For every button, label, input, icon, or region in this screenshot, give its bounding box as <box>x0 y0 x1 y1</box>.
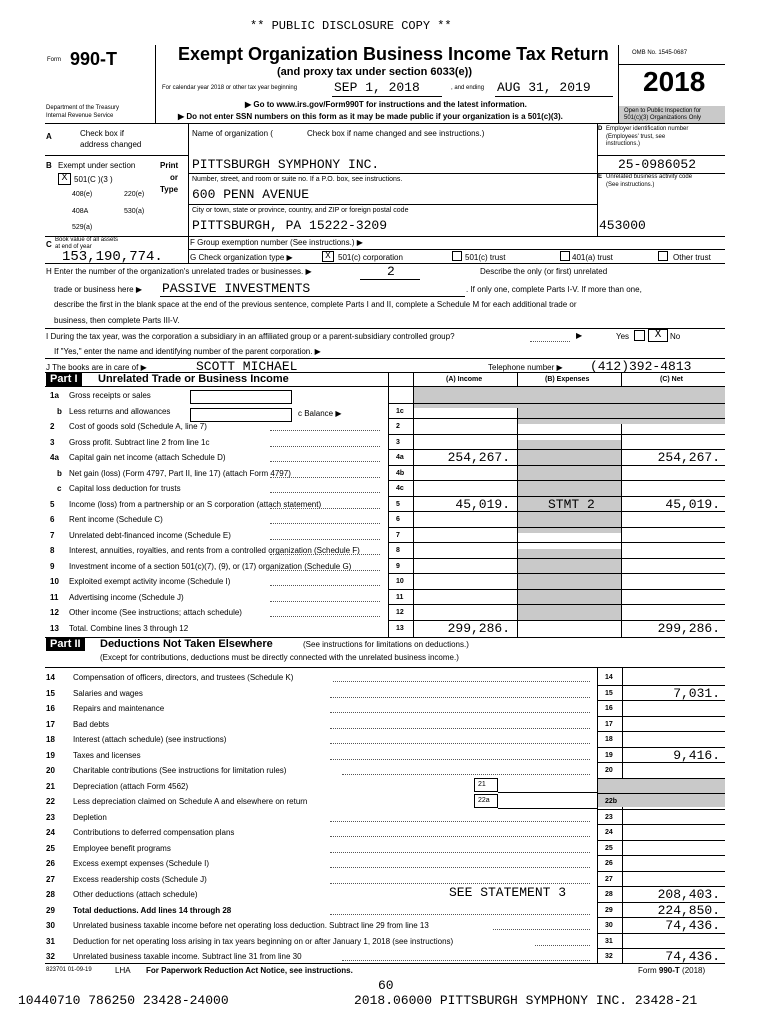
line-box-number: 4b <box>396 469 405 477</box>
line-number: c <box>57 484 62 493</box>
line-description: Excess exempt expenses (Schedule I) <box>73 859 210 868</box>
line-box-number: 11 <box>396 593 404 601</box>
amount-value: 74,436. <box>665 949 720 964</box>
line-box-number: 31 <box>605 937 613 945</box>
other-trust-label: Other trust <box>673 253 711 262</box>
line-number: 9 <box>50 561 55 571</box>
activity-code-label-1: Unrelated business activity code <box>606 174 693 180</box>
line-number: b <box>57 468 62 478</box>
line-number: 18 <box>46 735 55 744</box>
city-state-zip: PITTSBURGH, PA 15222-3209 <box>192 218 388 233</box>
line-description: Rent income (Schedule C) <box>69 515 163 524</box>
street-address: 600 PENN AVENUE <box>192 187 310 202</box>
parent-corp-label: If "Yes," enter the name and identifying number of the parent corporation. ▶ <box>54 347 321 356</box>
part2-subtitle: (Except for contributions, deductions must be directly connected with the unrelated business income.) <box>100 653 459 662</box>
col-c-value: 254,267. <box>657 450 721 465</box>
org-name: PITTSBURGH SYMPHONY INC. <box>192 157 380 172</box>
line-number: 12 <box>50 608 59 617</box>
line-number: 32 <box>46 952 55 961</box>
line-description: Exploited exempt activity income (Schedule I) <box>69 577 231 586</box>
ein-value: 25-0986052 <box>618 157 697 172</box>
amount-value: 7,031. <box>673 685 720 701</box>
line-number: 6 <box>50 515 55 524</box>
line-description: Other deductions (attach schedule) <box>73 890 198 899</box>
open-inspection-1: Open to Public Inspection for <box>624 108 702 114</box>
ein-label-2: (Employees' trust, see <box>606 134 666 140</box>
line-box-number: 4a <box>396 454 404 461</box>
line-box-number: 7 <box>396 531 400 539</box>
line-description: Net gain (loss) (Form 4797, Part II, line 17) (attach Form 4797) <box>69 468 291 478</box>
book-value-label-2: at end of year <box>55 244 92 250</box>
line-number: 29 <box>46 905 55 915</box>
line-box-number: 16 <box>605 705 613 712</box>
and-ending-label: , and ending <box>451 85 485 91</box>
street-label: Number, street, and room or suite no. If a P.O. box, see instructions. <box>192 176 403 183</box>
row-c-label: C <box>46 240 52 249</box>
line-box-number: 10 <box>396 578 404 585</box>
line-number: 30 <box>46 921 55 930</box>
line-number: 31 <box>46 936 55 946</box>
book-value: 153,190,774. <box>62 249 163 265</box>
line-description: Less depreciation claimed on Schedule A and elsewhere on return <box>73 797 308 806</box>
line-box-number: 19 <box>605 751 613 759</box>
gross-receipts-input[interactable] <box>190 390 292 404</box>
line-number: 10 <box>50 577 59 586</box>
amount-value: 224,850. <box>657 902 721 918</box>
line-box-number: 4c <box>396 485 404 492</box>
line-box-number: 6 <box>396 516 400 523</box>
line-description: Gross receipts or sales <box>69 391 151 400</box>
returns-allowances-input[interactable] <box>190 408 292 422</box>
col-b-header: (B) Expenses <box>545 376 590 383</box>
line-description: Charitable contributions (See instructions for limitation rules) <box>73 766 287 775</box>
line-description: Bad debts <box>73 719 110 729</box>
open-inspection-2: 501(c)(3) Organizations Only <box>624 115 702 121</box>
org-name-label: Name of organization ( <box>192 129 273 138</box>
trades-count-label: H Enter the number of the organization's unrelated trades or businesses. ▶ <box>46 267 312 276</box>
line-number: 7 <box>50 530 55 540</box>
col-a-value: 45,019. <box>455 496 510 512</box>
501c-section: 501(C )(3 ) <box>74 175 113 184</box>
tax-year-badge: 2018 <box>643 66 706 97</box>
form-footer-ref: Form 990-T (2018) <box>638 966 706 975</box>
line-number: 14 <box>46 673 55 682</box>
no-label: No <box>670 332 681 341</box>
line-description: Employee benefit programs <box>73 843 171 853</box>
line-description: Investment income of a section 501(c)(7), (9), or (17) organization (Schedule G) <box>69 561 352 571</box>
line-description: Less returns and allowances <box>69 406 171 416</box>
line-number: 16 <box>46 704 55 713</box>
form-word: Form <box>47 57 61 63</box>
lha-label: LHA <box>115 966 131 975</box>
401a-trust-checkbox[interactable] <box>560 251 570 261</box>
line-number: 20 <box>46 766 55 775</box>
line-description: Other income (See instructions; attach schedule) <box>69 608 242 617</box>
trades-count: 2 <box>387 264 395 279</box>
row-b-label: B <box>46 161 52 170</box>
line-number: b <box>57 406 62 416</box>
amount-value: 208,403. <box>657 887 721 902</box>
page-number: 60 <box>378 978 394 993</box>
paperwork-notice: For Paperwork Reduction Act Notice, see instructions. <box>146 966 353 975</box>
line-box-number: 18 <box>605 736 613 743</box>
501c-corp-label: 501(c) corporation <box>338 253 403 262</box>
line-box-number: 13 <box>396 624 404 632</box>
describe-note-2: business, then complete Parts III-V. <box>54 316 180 325</box>
line-number: 25 <box>46 843 55 853</box>
line-description: Interest, annuities, royalties, and rents from a controlled organization (Schedule F) <box>69 546 360 555</box>
section-220e: 220(e) <box>124 191 145 198</box>
calendar-year-label: For calendar year 2018 or other tax year beginning <box>162 85 298 91</box>
no-checkbox[interactable]: X <box>648 329 668 342</box>
line-box-number: 12 <box>396 609 404 616</box>
phone-label: Telephone number ▶ <box>488 363 563 372</box>
line-description: Depletion <box>73 812 107 822</box>
line-description: Taxes and licenses <box>73 750 141 760</box>
right-identifier: 2018.06000 PITTSBURGH SYMPHONY INC. 23428-21 <box>354 993 698 1008</box>
line-description: Repairs and maintenance <box>73 704 165 713</box>
name-changed-label: Check box if name changed and see instructions.) <box>307 129 485 138</box>
line-description: Deduction for net operating loss arising in tax years beginning on or after January 1, 2018 (see instructions) <box>73 936 454 946</box>
form-subtitle: (and proxy tax under section 6033(e)) <box>277 66 472 78</box>
line-number: 4a <box>50 453 59 462</box>
col-a-value: 254,267. <box>447 450 511 465</box>
part2-title-note: (See instructions for limitations on deductions.) <box>303 640 469 649</box>
section-530a: 530(a) <box>124 208 145 215</box>
part2-label: Part II <box>46 638 85 651</box>
part1-title: Unrelated Trade or Business Income <box>98 373 289 385</box>
line-number: 26 <box>46 859 55 868</box>
section-529a: 529(a) <box>72 224 93 231</box>
line-description: Gross profit. Subtract line 2 from line 1c <box>69 437 210 447</box>
line-box-number: 20 <box>605 767 613 774</box>
line-box-number: 2 <box>396 423 400 430</box>
line-number: 24 <box>46 828 55 837</box>
trade-business-prefix: trade or business here ▶ <box>54 285 142 294</box>
yes-checkbox[interactable] <box>634 330 645 341</box>
tax-year-end: AUG 31, 2019 <box>497 80 591 95</box>
line-box-number: 29 <box>605 906 613 914</box>
subsidiary-question: I During the tax year, was the corporation a subsidiary in an affiliated group or a parent-subsidiary controlled group? <box>46 332 455 341</box>
omb-number: OMB No. 1545-0687 <box>632 50 688 56</box>
line-description: Unrelated business taxable income before net operating loss deduction. Subtract line 29 from line 13 <box>73 921 429 930</box>
tax-year-begin: SEP 1, 2018 <box>334 80 420 95</box>
line-number: 17 <box>46 719 55 729</box>
line-description: Depreciation (attach Form 4562) <box>73 781 189 791</box>
line-box-number: 26 <box>605 860 613 867</box>
501c-corp-checkbox[interactable]: X <box>322 251 334 262</box>
row-d-label: D <box>598 126 603 132</box>
line-description: Advertising income (Schedule J) <box>69 592 184 602</box>
subsidiary-arrow: ▶ <box>576 331 583 340</box>
line-number: 27 <box>46 874 55 884</box>
exempt-section-label: Exempt under section <box>58 161 136 170</box>
ein-label-1: Employer identification number <box>606 126 689 132</box>
part1-label: Part I <box>46 373 82 386</box>
line-box-number: 23 <box>605 813 613 821</box>
401a-trust-label: 401(a) trust <box>572 253 613 262</box>
line-21-box: 21 <box>474 778 498 792</box>
only-one-note: . If only one, complete Parts I-V. If more than one, <box>466 285 642 294</box>
activity-code-label-2: (See instructions.) <box>606 182 655 188</box>
form-number: 990-T <box>70 49 118 69</box>
irs-label: Internal Revenue Service <box>46 113 114 119</box>
line-box-number: 24 <box>605 829 613 836</box>
line-number: 23 <box>46 812 55 822</box>
activity-code: 453000 <box>599 218 646 233</box>
line-box-number: 27 <box>605 875 613 883</box>
left-identifier: 10440710 786250 23428-24000 <box>18 993 229 1008</box>
section-408a: 408A <box>72 208 89 215</box>
line-box-number: 5 <box>396 500 400 508</box>
line-number: 11 <box>50 592 59 602</box>
line-box-number: 30 <box>605 922 613 929</box>
dept-treasury: Department of the Treasury <box>46 105 120 111</box>
type-label: Type <box>160 185 179 194</box>
see-statement-3: SEE STATEMENT 3 <box>449 885 567 900</box>
col-a-header: (A) Income <box>446 376 483 383</box>
line-description: Contributions to deferred compensation plans <box>73 828 235 837</box>
col-c-value: 45,019. <box>665 496 720 512</box>
col-c-header: (C) Net <box>660 376 683 383</box>
col-a-value: 299,286. <box>447 620 511 636</box>
line-box-number: 25 <box>605 844 613 852</box>
line-box-number: 22b <box>605 798 618 805</box>
row-e-label: E <box>598 174 603 180</box>
group-exemption-label: F Group exemption number (See instructions.) ▶ <box>190 238 363 247</box>
line-description: Capital gain net income (attach Schedule D) <box>69 453 226 462</box>
line-number: 5 <box>50 499 55 509</box>
line-box-number: 3 <box>396 438 400 446</box>
no-ssn-warning: ▶ Do not enter SSN numbers on this form as it may be made public if your organization is a 501(c)(3). <box>178 112 563 121</box>
501c-trust-checkbox[interactable] <box>452 251 462 261</box>
books-care-label: J The books are in care of ▶ <box>46 363 147 372</box>
line-22a-box: 22a <box>474 794 498 808</box>
line-number: 28 <box>46 890 55 899</box>
other-trust-checkbox[interactable] <box>658 251 668 261</box>
line-description: Total deductions. Add lines 14 through 28 <box>73 905 232 915</box>
part2-title: Deductions Not Taken Elsewhere <box>100 638 273 650</box>
phone-number: (412)392-4813 <box>590 359 692 374</box>
or-label: or <box>170 173 178 182</box>
city-label: City or town, state or province, country, and ZIP or foreign postal code <box>192 207 409 214</box>
line-number: 13 <box>50 623 59 633</box>
line-description: Cost of goods sold (Schedule A, line 7) <box>69 422 207 431</box>
print-label: Print <box>160 161 179 170</box>
line-description: Income (loss) from a partnership or an S corporation (attach statement) <box>69 499 322 509</box>
describe-business-label: Describe the only (or first) unrelated <box>480 267 608 276</box>
amount-value: 9,416. <box>673 747 720 763</box>
line-box-number: 32 <box>605 953 613 960</box>
501c-trust-label: 501(c) trust <box>465 253 506 262</box>
org-type-label: G Check organization type ▶ <box>190 253 293 262</box>
line-description: Unrelated debt-financed income (Schedule E) <box>69 530 231 540</box>
line-description: Compensation of officers, directors, and trustees (Schedule K) <box>73 673 294 682</box>
line-box-number: 15 <box>605 689 613 697</box>
line-description: Total. Combine lines 3 through 12 <box>69 623 189 633</box>
trade-business: PASSIVE INVESTMENTS <box>162 281 311 296</box>
yes-label: Yes <box>616 332 630 341</box>
col-b-value: STMT 2 <box>548 496 595 512</box>
501c-checkbox[interactable]: X <box>58 173 71 185</box>
line-number: 22 <box>46 797 55 806</box>
line-box-number: 1c <box>396 407 404 415</box>
col-c-value: 299,286. <box>657 620 721 636</box>
line-box-number: 14 <box>605 674 613 681</box>
row-a-label: A <box>46 132 52 141</box>
line-description: Unrelated business taxable income. Subtract line 31 from line 30 <box>73 952 302 961</box>
form-title: Exempt Organization Business Income Tax Return <box>178 44 609 64</box>
line-number: 8 <box>50 546 55 555</box>
line-description: Capital loss deduction for trusts <box>69 484 181 493</box>
line-number: 15 <box>46 688 55 698</box>
line-number: 2 <box>50 422 55 431</box>
line-number: 3 <box>50 437 55 447</box>
line-box-number: 28 <box>605 891 613 898</box>
line-box-number: 8 <box>396 547 400 554</box>
address-changed-text-2: address changed <box>80 140 142 149</box>
goto-instructions: ▶ Go to www.irs.gov/Form990T for instructions and the latest information. <box>245 100 527 109</box>
line-box-number: 17 <box>605 720 613 728</box>
address-changed-text-1: Check box if <box>80 129 125 138</box>
line-description: Salaries and wages <box>73 688 143 698</box>
line-description: Excess readership costs (Schedule J) <box>73 874 207 884</box>
book-value-label-1: Book value of all assets <box>55 237 119 243</box>
ein-label-3: instructions.) <box>606 141 641 147</box>
line-description: Interest (attach schedule) (see instructions) <box>73 735 227 744</box>
balance-label: c Balance ▶ <box>298 409 342 418</box>
line-number: 19 <box>46 750 55 760</box>
line-number: 21 <box>46 781 55 791</box>
books-care-of: SCOTT MICHAEL <box>196 359 298 374</box>
section-408e: 408(e) <box>72 191 93 198</box>
line-box-number: 9 <box>396 562 400 570</box>
public-disclosure-banner: ** PUBLIC DISCLOSURE COPY ** <box>250 19 452 33</box>
describe-note: describe the first in the blank space at the end of the previous sentence, complete Parts I and II, complete a Schedule M for each additional trade or <box>54 300 577 309</box>
form-code: 823701 01-09-19 <box>46 967 92 973</box>
line-number: 1a <box>50 391 59 400</box>
amount-value: 74,436. <box>665 918 720 933</box>
